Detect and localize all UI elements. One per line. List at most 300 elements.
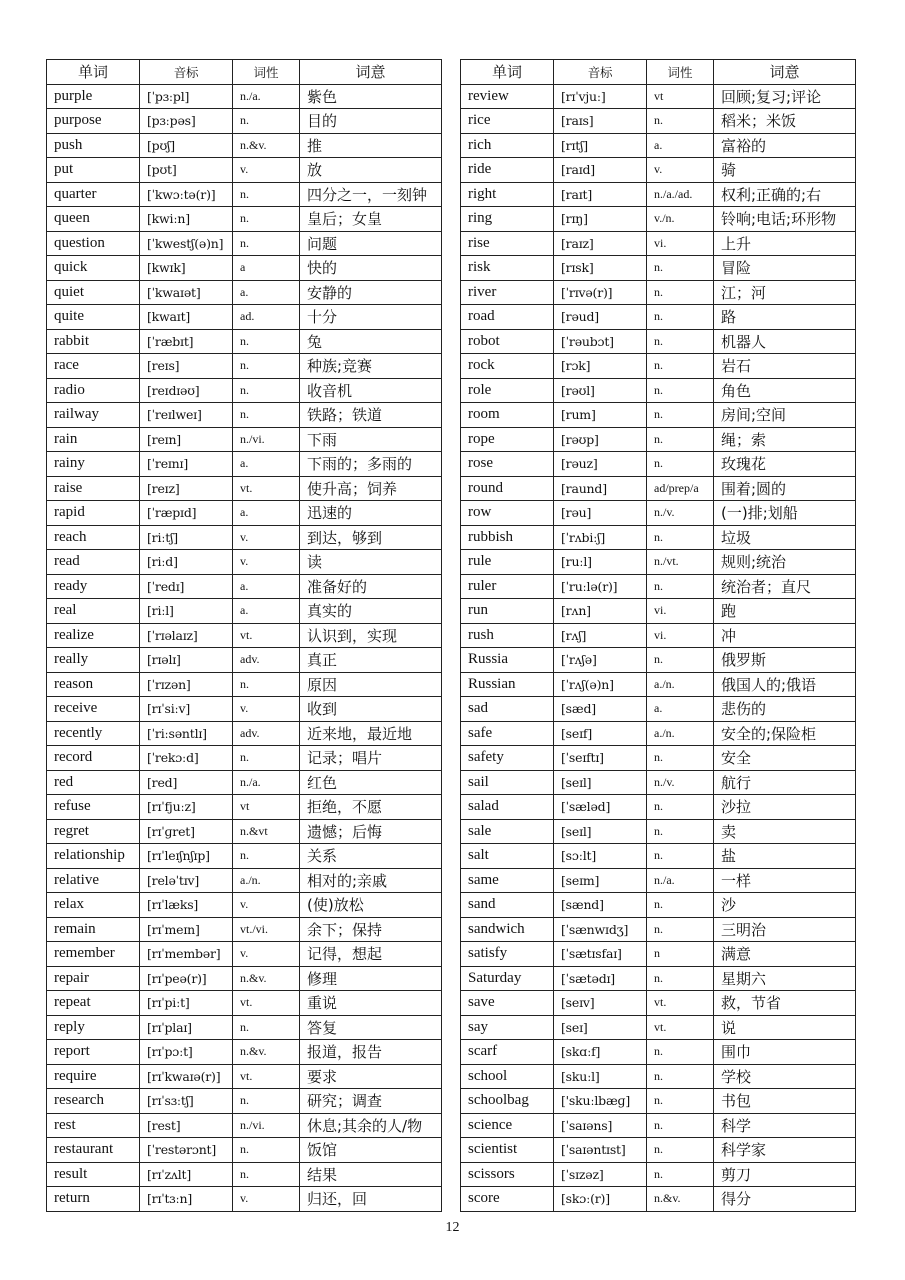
table-row <box>47 795 442 820</box>
word-cell: put <box>47 158 140 183</box>
table-row <box>461 844 856 869</box>
part-of-speech-cell: n./v. <box>647 770 714 795</box>
word-cell: score <box>461 1187 554 1212</box>
phonetic-cell: [rɪˈmembər] <box>140 942 233 967</box>
table-row <box>461 133 856 158</box>
phonetic-cell: [rɪˈpɔːt] <box>140 1040 233 1065</box>
phonetic-cell: [raund] <box>554 476 647 501</box>
phonetic-cell: [pɜːpəs] <box>140 109 233 134</box>
phonetic-cell: [seɪl] <box>554 770 647 795</box>
meaning-cell: 统治者；直尺 <box>714 574 856 599</box>
meaning-cell: 房间;空间 <box>714 403 856 428</box>
part-of-speech-cell: n.&vt <box>233 819 300 844</box>
table-row <box>461 427 856 452</box>
word-cell: repeat <box>47 991 140 1016</box>
word-cell: ring <box>461 207 554 232</box>
part-of-speech-cell: n. <box>233 1162 300 1187</box>
meaning-cell: 学校 <box>714 1064 856 1089</box>
phonetic-cell: [rɪŋ] <box>554 207 647 232</box>
word-cell: row <box>461 501 554 526</box>
phonetic-cell: [ˈrɪvə(r)] <box>554 280 647 305</box>
table-row <box>461 746 856 771</box>
phonetic-cell: [ˈsætədɪ] <box>554 966 647 991</box>
word-cell: remain <box>47 917 140 942</box>
table-row <box>461 770 856 795</box>
table-row <box>47 84 442 109</box>
word-cell: remember <box>47 942 140 967</box>
meaning-cell: 记得，想起 <box>300 942 442 967</box>
part-of-speech-cell: n. <box>647 1064 714 1089</box>
table-row <box>47 648 442 673</box>
table-row <box>461 158 856 183</box>
table-row <box>47 672 442 697</box>
meaning-cell: 江；河 <box>714 280 856 305</box>
phonetic-cell: [kwɪk] <box>140 256 233 281</box>
phonetic-cell: [ˈkwestʃ(ə)n] <box>140 231 233 256</box>
table-row <box>461 623 856 648</box>
part-of-speech-cell: vt. <box>647 1015 714 1040</box>
phonetic-cell: [rɪˈleɪʃnʃɪp] <box>140 844 233 869</box>
part-of-speech-cell: n./v. <box>647 501 714 526</box>
part-of-speech-cell: n. <box>233 354 300 379</box>
meaning-cell: 收音机 <box>300 378 442 403</box>
word-cell: safety <box>461 746 554 771</box>
meaning-cell: 悲伤的 <box>714 697 856 722</box>
table-row <box>461 1162 856 1187</box>
part-of-speech-cell: v./n. <box>647 207 714 232</box>
word-cell: quiet <box>47 280 140 305</box>
phonetic-cell: [skɔː(r)] <box>554 1187 647 1212</box>
meaning-cell: 四分之一，一刻钟 <box>300 182 442 207</box>
word-cell: save <box>461 991 554 1016</box>
table-row <box>461 231 856 256</box>
table-row <box>461 599 856 624</box>
part-of-speech-cell: a. <box>233 280 300 305</box>
phonetic-cell: [raɪt] <box>554 182 647 207</box>
word-cell: salad <box>461 795 554 820</box>
word-cell: real <box>47 599 140 624</box>
meaning-cell: 角色 <box>714 378 856 403</box>
word-cell: satisfy <box>461 942 554 967</box>
part-of-speech-cell: n. <box>647 427 714 452</box>
word-cell: recently <box>47 721 140 746</box>
meaning-cell: 救，节省 <box>714 991 856 1016</box>
phonetic-cell: [rɪˈvjuː] <box>554 84 647 109</box>
part-of-speech-cell: a. <box>233 501 300 526</box>
meaning-cell: 收到 <box>300 697 442 722</box>
phonetic-cell: [ˈsænwɪdʒ] <box>554 917 647 942</box>
phonetic-cell: [rɪˈlæks] <box>140 893 233 918</box>
phonetic-cell: [pʊt] <box>140 158 233 183</box>
phonetic-cell: [ˈræpɪd] <box>140 501 233 526</box>
word-cell: push <box>47 133 140 158</box>
phonetic-cell: [raɪz] <box>554 231 647 256</box>
word-cell: really <box>47 648 140 673</box>
meaning-cell: 近来地，最近地 <box>300 721 442 746</box>
part-of-speech-cell: n.&v. <box>233 133 300 158</box>
word-cell: quarter <box>47 182 140 207</box>
table-row <box>47 256 442 281</box>
word-cell: refuse <box>47 795 140 820</box>
phonetic-cell: [ˈredɪ] <box>140 574 233 599</box>
part-of-speech-cell: n. <box>647 452 714 477</box>
phonetic-cell: [ˈrʌbiːʃ] <box>554 525 647 550</box>
phonetic-cell: ['skuːlbæɡ] <box>554 1089 647 1114</box>
phonetic-cell: [rʌn] <box>554 599 647 624</box>
table-header-row <box>461 60 856 85</box>
phonetic-cell: [raɪd] <box>554 158 647 183</box>
table-row <box>461 991 856 1016</box>
word-cell: road <box>461 305 554 330</box>
meaning-cell: 一样 <box>714 868 856 893</box>
meaning-cell: 剪刀 <box>714 1162 856 1187</box>
phonetic-cell: [rɪˈpiːt] <box>140 991 233 1016</box>
word-cell: radio <box>47 378 140 403</box>
meaning-cell: (使)放松 <box>300 893 442 918</box>
phonetic-cell: [ˈruːlə(r)] <box>554 574 647 599</box>
part-of-speech-cell: n. <box>233 231 300 256</box>
header-phonetic: 音标 <box>554 60 647 85</box>
table-row <box>461 795 856 820</box>
part-of-speech-cell: n. <box>647 574 714 599</box>
meaning-cell: 余下；保持 <box>300 917 442 942</box>
part-of-speech-cell: v. <box>233 942 300 967</box>
word-cell: rest <box>47 1113 140 1138</box>
meaning-cell: 要求 <box>300 1064 442 1089</box>
part-of-speech-cell: a. <box>647 697 714 722</box>
part-of-speech-cell: n./a./ad. <box>647 182 714 207</box>
word-cell: queen <box>47 207 140 232</box>
word-cell: robot <box>461 329 554 354</box>
meaning-cell: 相对的;亲戚 <box>300 868 442 893</box>
table-row <box>461 819 856 844</box>
part-of-speech-cell: vt. <box>233 623 300 648</box>
part-of-speech-cell: n. <box>647 844 714 869</box>
meaning-cell: 规则;统治 <box>714 550 856 575</box>
table-row <box>461 721 856 746</box>
table-row <box>47 525 442 550</box>
part-of-speech-cell: vt. <box>647 991 714 1016</box>
part-of-speech-cell: v. <box>233 1187 300 1212</box>
table-row <box>47 1064 442 1089</box>
table-row <box>47 305 442 330</box>
part-of-speech-cell: n. <box>647 403 714 428</box>
word-cell: ready <box>47 574 140 599</box>
table-row <box>461 1064 856 1089</box>
word-cell: reach <box>47 525 140 550</box>
word-cell: sale <box>461 819 554 844</box>
meaning-cell: 垃圾 <box>714 525 856 550</box>
table-row <box>47 427 442 452</box>
table-row <box>461 476 856 501</box>
part-of-speech-cell: n <box>647 942 714 967</box>
part-of-speech-cell: n. <box>647 819 714 844</box>
table-row <box>47 1089 442 1114</box>
part-of-speech-cell: n. <box>647 1162 714 1187</box>
meaning-cell: 真正 <box>300 648 442 673</box>
part-of-speech-cell: v. <box>233 550 300 575</box>
meaning-cell: 冲 <box>714 623 856 648</box>
header-word: 单词 <box>461 60 554 85</box>
part-of-speech-cell: n. <box>647 1113 714 1138</box>
word-cell: scientist <box>461 1138 554 1163</box>
meaning-cell: 得分 <box>714 1187 856 1212</box>
phonetic-cell: [rɪˈsiːv] <box>140 697 233 722</box>
meaning-cell: 满意 <box>714 942 856 967</box>
word-cell: rubbish <box>461 525 554 550</box>
word-cell: rapid <box>47 501 140 526</box>
table-row <box>461 84 856 109</box>
table-row <box>461 207 856 232</box>
table-row <box>461 452 856 477</box>
word-cell: rush <box>461 623 554 648</box>
meaning-cell: 安全 <box>714 746 856 771</box>
phonetic-cell: [reɪdɪəʊ] <box>140 378 233 403</box>
part-of-speech-cell: n. <box>233 182 300 207</box>
phonetic-cell: [rəʊp] <box>554 427 647 452</box>
part-of-speech-cell: n. <box>233 109 300 134</box>
part-of-speech-cell: vt./vi. <box>233 917 300 942</box>
part-of-speech-cell: n. <box>647 305 714 330</box>
phonetic-cell: [rɪtʃ] <box>554 133 647 158</box>
meaning-cell: 十分 <box>300 305 442 330</box>
table-row <box>47 991 442 1016</box>
table-row <box>461 354 856 379</box>
word-cell: right <box>461 182 554 207</box>
meaning-cell: 跑 <box>714 599 856 624</box>
part-of-speech-cell: ad. <box>233 305 300 330</box>
meaning-cell: 权利;正确的;右 <box>714 182 856 207</box>
word-cell: rainy <box>47 452 140 477</box>
phonetic-cell: [rɪˈplaɪ] <box>140 1015 233 1040</box>
word-cell: rope <box>461 427 554 452</box>
word-cell: schoolbag <box>461 1089 554 1114</box>
phonetic-cell: [ˈseɪftɪ] <box>554 746 647 771</box>
part-of-speech-cell: n. <box>647 795 714 820</box>
table-row <box>47 476 442 501</box>
table-row <box>461 672 856 697</box>
phonetic-cell: [ˈreɪlweɪ] <box>140 403 233 428</box>
table-row <box>461 917 856 942</box>
word-cell: Russia <box>461 648 554 673</box>
word-cell: scissors <box>461 1162 554 1187</box>
phonetic-cell: [ˈrɪzən] <box>140 672 233 697</box>
phonetic-cell: [rɪəlɪ] <box>140 648 233 673</box>
word-cell: quick <box>47 256 140 281</box>
phonetic-cell: [rʌʃ] <box>554 623 647 648</box>
word-cell: question <box>47 231 140 256</box>
table-row <box>461 550 856 575</box>
table-row <box>47 1040 442 1065</box>
word-cell: same <box>461 868 554 893</box>
meaning-cell: 骑 <box>714 158 856 183</box>
phonetic-cell: [reɪn] <box>140 427 233 452</box>
phonetic-cell: [ruːl] <box>554 550 647 575</box>
meaning-cell: 记录；唱片 <box>300 746 442 771</box>
phonetic-cell: [reɪz] <box>140 476 233 501</box>
table-row <box>47 868 442 893</box>
part-of-speech-cell: a. <box>647 133 714 158</box>
meaning-cell: 下雨的；多雨的 <box>300 452 442 477</box>
meaning-cell: 拒绝，不愿 <box>300 795 442 820</box>
word-cell: Saturday <box>461 966 554 991</box>
table-row <box>47 207 442 232</box>
word-cell: raise <box>47 476 140 501</box>
meaning-cell: 紫色 <box>300 84 442 109</box>
part-of-speech-cell: n./vi. <box>233 1113 300 1138</box>
meaning-cell: 俄罗斯 <box>714 648 856 673</box>
word-cell: review <box>461 84 554 109</box>
phonetic-cell: [raɪs] <box>554 109 647 134</box>
meaning-cell: 使升高；饲养 <box>300 476 442 501</box>
header-meaning: 词意 <box>300 60 442 85</box>
table-row <box>461 329 856 354</box>
phonetic-cell: [reləˈtɪv] <box>140 868 233 893</box>
meaning-cell: 红色 <box>300 770 442 795</box>
part-of-speech-cell: n.&v. <box>647 1187 714 1212</box>
phonetic-cell: [seɪf] <box>554 721 647 746</box>
phonetic-cell: [ˈsætɪsfaɪ] <box>554 942 647 967</box>
part-of-speech-cell: n. <box>233 844 300 869</box>
word-cell: realize <box>47 623 140 648</box>
phonetic-cell: [reɪs] <box>140 354 233 379</box>
phonetic-cell: [rɪˈfjuːz] <box>140 795 233 820</box>
table-row <box>47 697 442 722</box>
meaning-cell: 围着;圆的 <box>714 476 856 501</box>
meaning-cell: 岩石 <box>714 354 856 379</box>
word-cell: red <box>47 770 140 795</box>
part-of-speech-cell: n. <box>233 403 300 428</box>
table-row <box>461 966 856 991</box>
part-of-speech-cell: adv. <box>233 721 300 746</box>
part-of-speech-cell: vt <box>233 795 300 820</box>
part-of-speech-cell: n./vi. <box>233 427 300 452</box>
table-row <box>47 1187 442 1212</box>
part-of-speech-cell: vi. <box>647 599 714 624</box>
meaning-cell: 上升 <box>714 231 856 256</box>
phonetic-cell: [rəu] <box>554 501 647 526</box>
meaning-cell: 原因 <box>300 672 442 697</box>
word-cell: run <box>461 599 554 624</box>
meaning-cell: 回顾;复习;评论 <box>714 84 856 109</box>
phonetic-cell: [kwaɪt] <box>140 305 233 330</box>
part-of-speech-cell: a./n. <box>647 672 714 697</box>
part-of-speech-cell: vi. <box>647 231 714 256</box>
part-of-speech-cell: n. <box>647 893 714 918</box>
phonetic-cell: [ˈsæləd] <box>554 795 647 820</box>
meaning-cell: 冒险 <box>714 256 856 281</box>
table-row <box>47 1162 442 1187</box>
word-cell: rich <box>461 133 554 158</box>
word-cell: school <box>461 1064 554 1089</box>
word-cell: purpose <box>47 109 140 134</box>
part-of-speech-cell: a. <box>233 452 300 477</box>
meaning-cell: 绳；索 <box>714 427 856 452</box>
part-of-speech-cell: n. <box>233 207 300 232</box>
word-cell: rise <box>461 231 554 256</box>
word-cell: say <box>461 1015 554 1040</box>
part-of-speech-cell: n.&v. <box>233 966 300 991</box>
table-row <box>47 354 442 379</box>
part-of-speech-cell: n. <box>647 109 714 134</box>
meaning-cell: 下雨 <box>300 427 442 452</box>
phonetic-cell: [ˈræbɪt] <box>140 329 233 354</box>
meaning-cell: 机器人 <box>714 329 856 354</box>
phonetic-cell: [sæd] <box>554 697 647 722</box>
word-cell: reason <box>47 672 140 697</box>
table-row <box>47 452 442 477</box>
phonetic-cell: [rɪˈpeə(r)] <box>140 966 233 991</box>
table-row <box>461 697 856 722</box>
table-row <box>47 378 442 403</box>
part-of-speech-cell: vt. <box>233 1064 300 1089</box>
part-of-speech-cell: n. <box>647 1040 714 1065</box>
meaning-cell: 玫瑰花 <box>714 452 856 477</box>
word-cell: sand <box>461 893 554 918</box>
meaning-cell: 兔 <box>300 329 442 354</box>
meaning-cell: 三明治 <box>714 917 856 942</box>
phonetic-cell: [rest] <box>140 1113 233 1138</box>
part-of-speech-cell: n. <box>647 329 714 354</box>
meaning-cell: 围巾 <box>714 1040 856 1065</box>
part-of-speech-cell: n. <box>647 746 714 771</box>
left-vocabulary-table <box>46 59 442 1212</box>
phonetic-cell: [rɪˈmeɪn] <box>140 917 233 942</box>
table-row <box>461 942 856 967</box>
word-cell: sandwich <box>461 917 554 942</box>
word-cell: restaurant <box>47 1138 140 1163</box>
meaning-cell: 归还，回 <box>300 1187 442 1212</box>
meaning-cell: 休息;其余的人/物 <box>300 1113 442 1138</box>
word-cell: relax <box>47 893 140 918</box>
table-row <box>47 623 442 648</box>
table-row <box>461 1040 856 1065</box>
meaning-cell: 重说 <box>300 991 442 1016</box>
table-row <box>461 256 856 281</box>
table-row <box>47 893 442 918</box>
meaning-cell: 遗憾；后悔 <box>300 819 442 844</box>
table-row <box>461 182 856 207</box>
word-cell: research <box>47 1089 140 1114</box>
table-row <box>461 305 856 330</box>
table-row <box>461 280 856 305</box>
part-of-speech-cell: a./n. <box>233 868 300 893</box>
part-of-speech-cell: vt. <box>233 476 300 501</box>
part-of-speech-cell: n. <box>233 672 300 697</box>
table-row <box>461 403 856 428</box>
part-of-speech-cell: adv. <box>233 648 300 673</box>
meaning-cell: 书包 <box>714 1089 856 1114</box>
table-row <box>47 942 442 967</box>
table-row <box>47 819 442 844</box>
meaning-cell: 结果 <box>300 1162 442 1187</box>
table-row <box>47 550 442 575</box>
meaning-cell: 安全的;保险柜 <box>714 721 856 746</box>
part-of-speech-cell: n./a. <box>647 868 714 893</box>
meaning-cell: 航行 <box>714 770 856 795</box>
table-row <box>461 1113 856 1138</box>
meaning-cell: (一)排;划船 <box>714 501 856 526</box>
table-row <box>47 1015 442 1040</box>
table-row <box>47 966 442 991</box>
table-row <box>47 231 442 256</box>
meaning-cell: 卖 <box>714 819 856 844</box>
word-cell: regret <box>47 819 140 844</box>
word-cell: scarf <box>461 1040 554 1065</box>
word-cell: ruler <box>461 574 554 599</box>
meaning-cell: 俄国人的;俄语 <box>714 672 856 697</box>
meaning-cell: 铃响;电话;环形物 <box>714 207 856 232</box>
